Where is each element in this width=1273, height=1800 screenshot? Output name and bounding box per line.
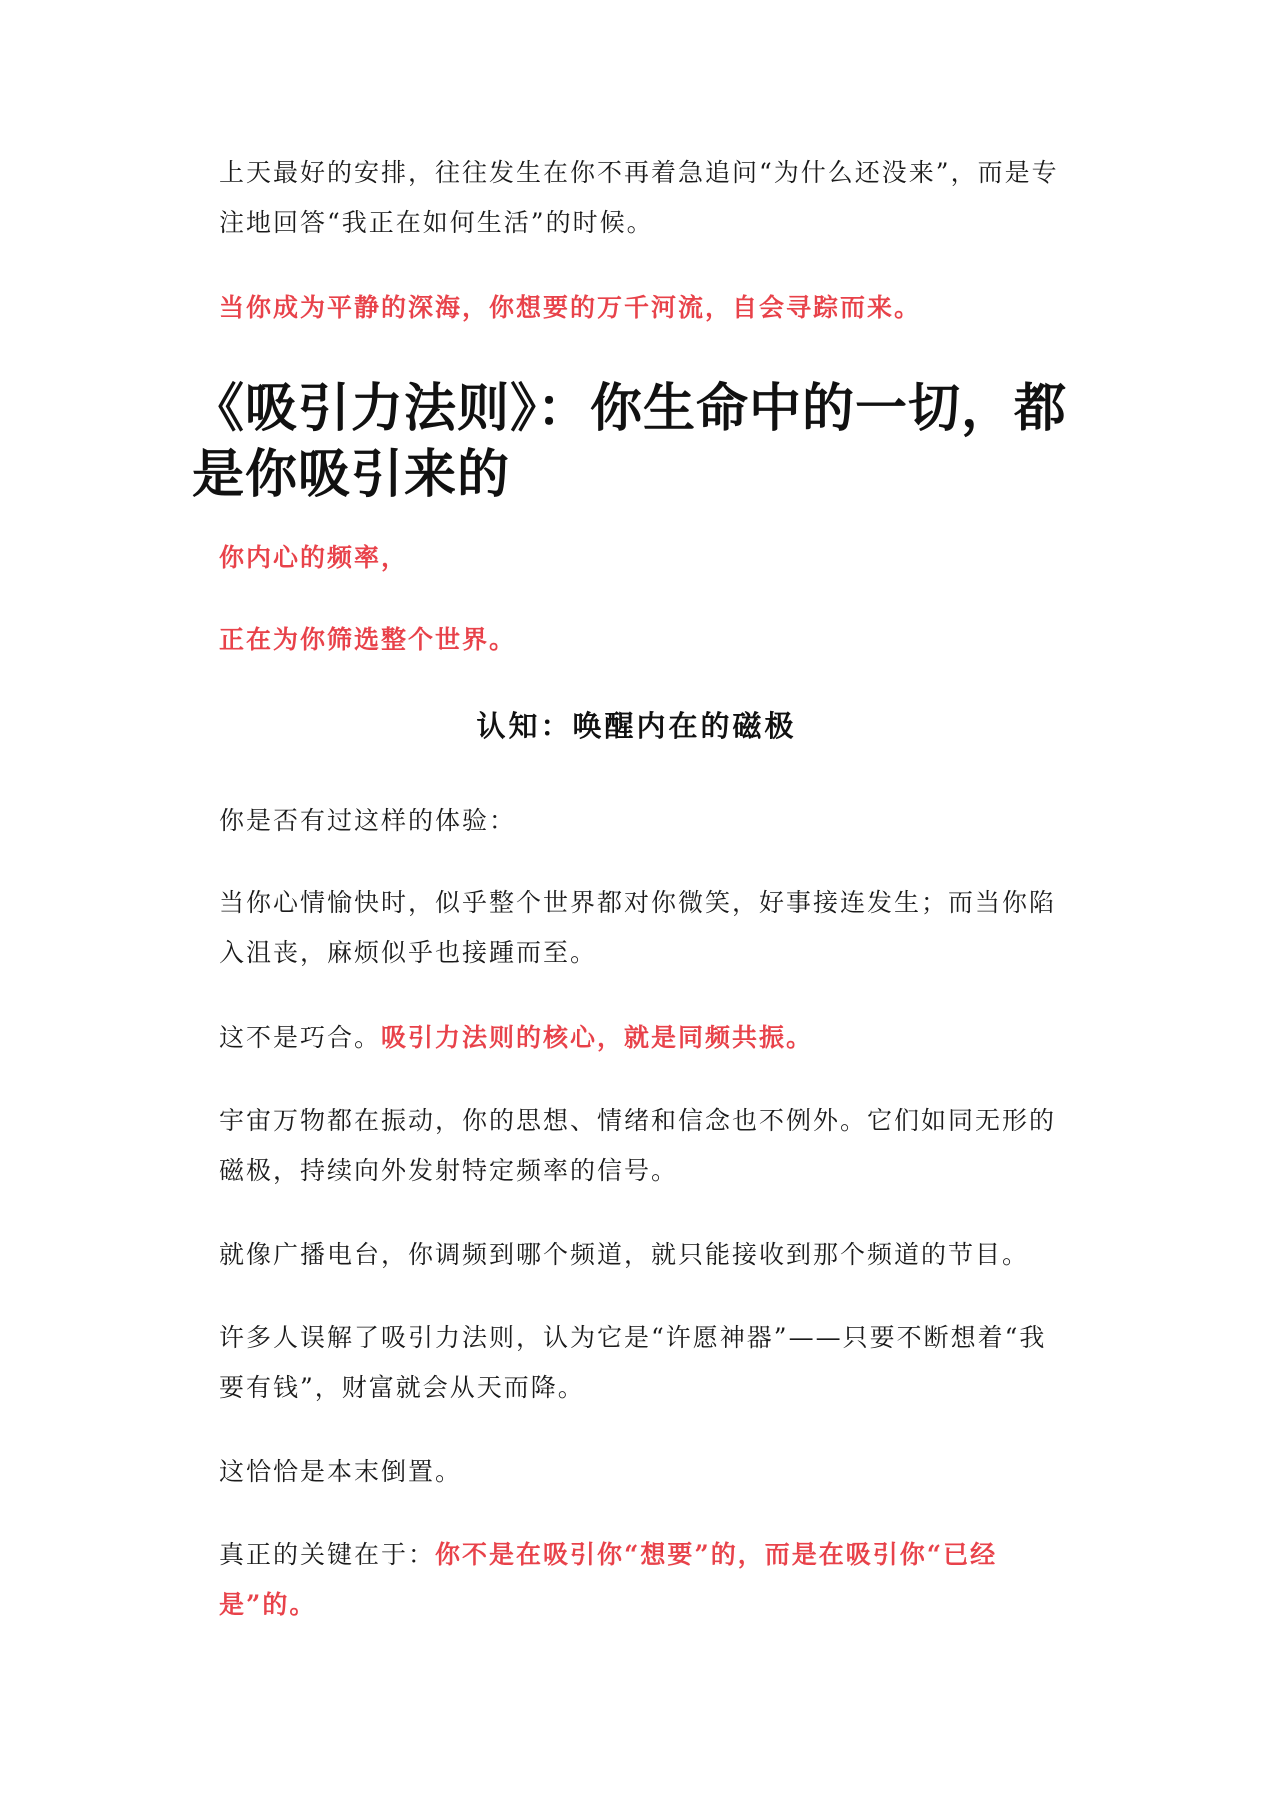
paragraph-3-highlight: 吸引力法则的核心，就是同频共振。 [381,1023,814,1052]
paragraph-8-plain: 真正的关键在于： [219,1540,436,1569]
article-title: 《吸引力法则》：你生命中的一切，都是你吸引来的 [192,379,1068,505]
intro-paragraph [219,148,1059,248]
paragraph-7-text: 这恰恰是本末倒置。 [219,1457,463,1486]
paragraph-4 [219,1096,1059,1196]
paragraph-1 [219,796,1059,846]
paragraph-5 [219,1230,1059,1280]
paragraph-8-highlight: 你不是在吸引你“想要”的，而是在吸引你“已经是”的。 [219,1540,998,1619]
intro-highlight [219,283,1059,333]
lead-line-1-text: 你内心的频率， [219,543,409,572]
section-title: 认知：唤醒内在的磁极 [476,709,797,743]
paragraph-5-text: 就像广播电台，你调频到哪个频道，就只能接收到那个频道的节目。 [219,1240,1030,1269]
paragraph-7 [219,1447,1059,1497]
lead-line-2-text: 正在为你筛选整个世界。 [219,625,517,654]
paragraph-3-plain: 这不是巧合。 [219,1023,382,1052]
paragraph-6 [219,1313,1059,1413]
intro-highlight-text: 当你成为平静的深海，你想要的万千河流，自会寻踪而来。 [219,293,922,322]
paragraph-2 [219,878,1059,978]
paragraph-3 [219,1013,1059,1063]
intro-text: 上天最好的安排，往往发生在你不再着急追问“为什么还没来”，而是专注地回答“我正在如何生活”的时候。 [219,158,1059,237]
paragraph-8 [219,1530,1059,1630]
lead-line-2 [219,615,1059,665]
paragraph-1-text: 你是否有过这样的体验： [219,806,517,835]
lead-line-1 [219,533,1059,583]
paragraph-4-text: 宇宙万物都在振动，你的思想、情绪和信念也不例外。它们如同无形的磁极，持续向外发射特定频率的信号。 [219,1106,1057,1185]
paragraph-6-text: 许多人误解了吸引力法则，认为它是“许愿神器”——只要不断想着“我要有钱”，财富就会从天而降。 [219,1323,1047,1402]
paragraph-2-text: 当你心情愉快时，似乎整个世界都对你微笑，好事接连发生；而当你陷入沮丧，麻烦似乎也接踵而至。 [219,888,1057,967]
